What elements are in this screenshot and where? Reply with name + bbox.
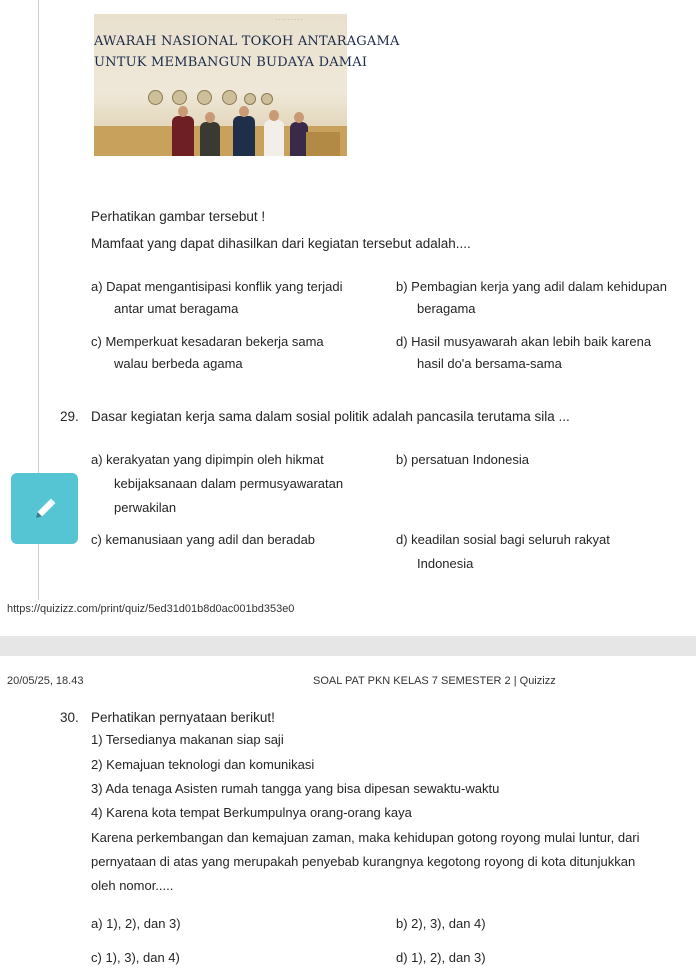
q28-option-d-line1[interactable]: d) Hasil musyawarah akan lebih baik karena xyxy=(396,334,652,349)
logo-6 xyxy=(261,93,273,105)
photo-title-line1: AWARAH NASIONAL TOKOH ANTARAGAMA xyxy=(94,34,400,49)
q29-number: 29. xyxy=(60,409,79,424)
q30-statement-3: 3) Ada tenaga Asisten rumah tangga yang bisa dipesan sewaktu-waktu xyxy=(91,781,500,796)
q28-option-a-line2[interactable]: antar umat beragama xyxy=(114,301,239,316)
q30-option-c[interactable]: c) 1), 3), dan 4) xyxy=(91,950,180,965)
q28-option-c-line2[interactable]: walau berbeda agama xyxy=(114,356,243,371)
photo-small-text: · · · · · · · · · xyxy=(276,17,303,23)
q30-statement-1: 1) Tersedianya makanan siap saji xyxy=(91,732,284,747)
q28-option-b-line1[interactable]: b) Pembagian kerja yang adil dalam kehidupan xyxy=(396,279,668,294)
page-gap xyxy=(0,636,696,656)
q30-option-d[interactable]: d) 1), 2), dan 3) xyxy=(396,950,486,965)
person-2-head xyxy=(205,112,215,123)
q30-question: Perhatikan pernyataan berikut! xyxy=(91,710,275,725)
q28-question: Mamfaat yang dapat dihasilkan dari kegiatan tersebut adalah.... xyxy=(91,236,471,251)
person-5-head xyxy=(294,112,304,123)
q30-option-b[interactable]: b) 2), 3), dan 4) xyxy=(396,916,486,931)
q29-question: Dasar kegiatan kerja sama dalam sosial politik adalah pancasila terutama sila ... xyxy=(91,409,570,424)
q29-option-c-line1[interactable]: c) kemanusiaan yang adil dan beradab xyxy=(91,532,316,547)
q29-option-a-line2[interactable]: kebijaksanaan dalam permusyawaratan xyxy=(114,476,344,491)
q30-paragraph-line1: Karena perkembangan dan kemajuan zaman, maka kehidupan gotong royong mulai luntur, dari xyxy=(91,830,640,845)
page-2 xyxy=(0,656,696,978)
podium xyxy=(306,132,340,156)
logo-4 xyxy=(222,90,237,105)
q28-option-a-line1[interactable]: a) Dapat mengantisipasi konflik yang terjadi xyxy=(91,279,343,294)
logo-3 xyxy=(197,90,212,105)
q30-statement-4: 4) Karena kota tempat Berkumpulnya orang-orang kaya xyxy=(91,805,412,820)
logo-1 xyxy=(148,90,163,105)
q29-option-b-line1[interactable]: b) persatuan Indonesia xyxy=(396,452,529,467)
q30-statement-2: 2) Kemajuan teknologi dan komunikasi xyxy=(91,757,315,772)
q30-paragraph-line3: oleh nomor..... xyxy=(91,878,174,893)
person-4-head xyxy=(269,110,279,121)
footer-url[interactable]: https://quizizz.com/print/quiz/5ed31d01b8d0ac001bd353e0 xyxy=(7,603,295,615)
logo-2 xyxy=(172,90,187,105)
q29-option-d-line1[interactable]: d) keadilan sosial bagi seluruh rakyat xyxy=(396,532,610,547)
person-1-head xyxy=(178,106,188,117)
person-3-head xyxy=(239,106,249,117)
edit-button[interactable] xyxy=(11,473,78,544)
event-photo xyxy=(94,14,400,156)
q28-option-d-line2[interactable]: hasil do'a bersama-sama xyxy=(417,356,562,371)
q30-number: 30. xyxy=(60,710,79,725)
print-datetime: 20/05/25, 18.43 xyxy=(7,675,84,687)
person-2 xyxy=(200,122,220,156)
q28-option-c-line1[interactable]: c) Memperkuat kesadaran bekerja sama xyxy=(91,334,324,349)
photo-title-line2: UNTUK MEMBANGUN BUDAYA DAMAI xyxy=(94,55,368,70)
person-4 xyxy=(264,120,284,156)
q30-option-a[interactable]: a) 1), 2), dan 3) xyxy=(91,916,181,931)
q28-instruction: Perhatikan gambar tersebut ! xyxy=(91,209,266,224)
q30-paragraph-line2: pernyataan di atas yang merupakah penyebab kurangnya kegotong royong di kota ditunjukkan xyxy=(91,854,636,869)
print-title: SOAL PAT PKN KELAS 7 SEMESTER 2 | Quizizz xyxy=(313,675,556,687)
pencil-icon xyxy=(32,496,58,522)
q28-option-b-line2[interactable]: beragama xyxy=(417,301,476,316)
logo-5 xyxy=(244,93,256,105)
q29-option-a-line1[interactable]: a) kerakyatan yang dipimpin oleh hikmat xyxy=(91,452,324,467)
q29-option-d-line2[interactable]: Indonesia xyxy=(417,556,474,571)
q29-option-a-line3[interactable]: perwakilan xyxy=(114,500,177,515)
person-1 xyxy=(172,116,194,156)
person-3 xyxy=(233,116,255,156)
